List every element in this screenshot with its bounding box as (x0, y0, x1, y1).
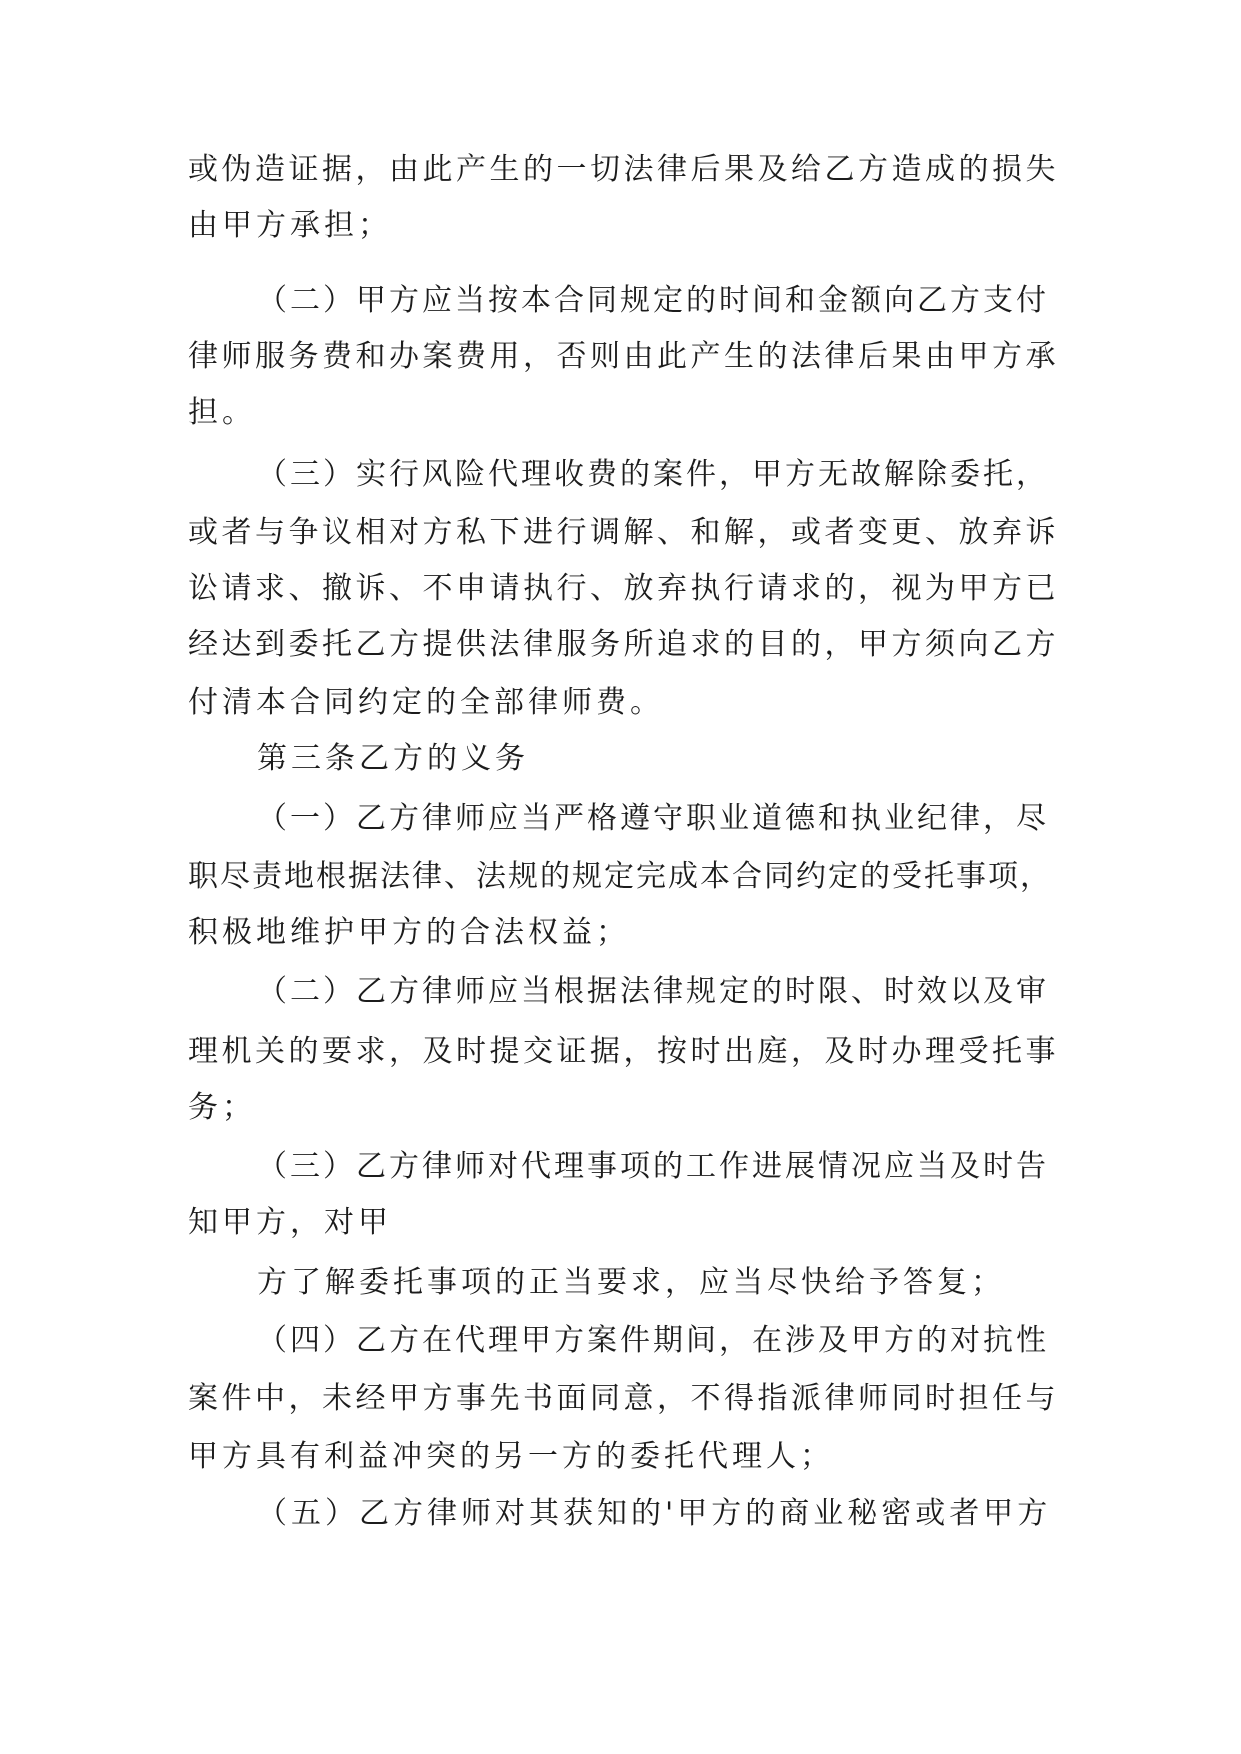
text-line: 职尽责地根据法律、法规的规定完成本合同约定的受托事项， (188, 859, 1052, 894)
text-line: 付清本合同约定的全部律师费。 (188, 685, 664, 720)
text-line: （二）甲方应当按本合同规定的时间和金额向乙方支付 (257, 283, 1049, 318)
text-line: 由甲方承担； (188, 208, 392, 243)
text-line: 律师服务费和办案费用，否则由此产生的法律后果由甲方承 (188, 339, 1059, 374)
text-line: 案件中，未经甲方事先书面同意，不得指派律师同时担任与 (188, 1381, 1059, 1416)
text-line: 或伪造证据，由此产生的一切法律后果及给乙方造成的损失 (188, 152, 1059, 187)
text-line: （四）乙方在代理甲方案件期间，在涉及甲方的对抗性 (257, 1323, 1049, 1358)
text-line: 担。 (188, 395, 256, 430)
text-line: （二）乙方律师应当根据法律规定的时限、时效以及审 (257, 974, 1049, 1009)
text-line: （一）乙方律师应当严格遵守职业道德和执业纪律，尽 (257, 801, 1049, 836)
text-line: 知甲方，对甲 (188, 1205, 392, 1240)
text-line: （三）乙方律师对代理事项的工作进展情况应当及时告 (257, 1149, 1049, 1184)
section-heading: 第三条乙方的义务 (257, 741, 529, 776)
text-line: 积极地维护甲方的合法权益； (188, 915, 630, 950)
text-line: 经达到委托乙方提供法律服务所追求的目的，甲方须向乙方 (188, 627, 1059, 662)
text-line: 务； (188, 1090, 256, 1125)
text-line: 方了解委托事项的正当要求，应当尽快给予答复； (257, 1265, 1005, 1300)
text-line: 讼请求、撤诉、不申请执行、放弃执行请求的，视为甲方已 (188, 571, 1059, 606)
text-line: （五）乙方律师对其获知的'甲方的商业秘密或者甲方 (257, 1496, 1052, 1531)
text-line: 理机关的要求，及时提交证据，按时出庭，及时办理受托事 (188, 1034, 1059, 1069)
text-line: （三）实行风险代理收费的案件，甲方无故解除委托， (257, 457, 1049, 492)
text-line: 甲方具有利益冲突的另一方的委托代理人； (188, 1439, 834, 1474)
text-line: 或者与争议相对方私下进行调解、和解，或者变更、放弃诉 (188, 515, 1059, 550)
